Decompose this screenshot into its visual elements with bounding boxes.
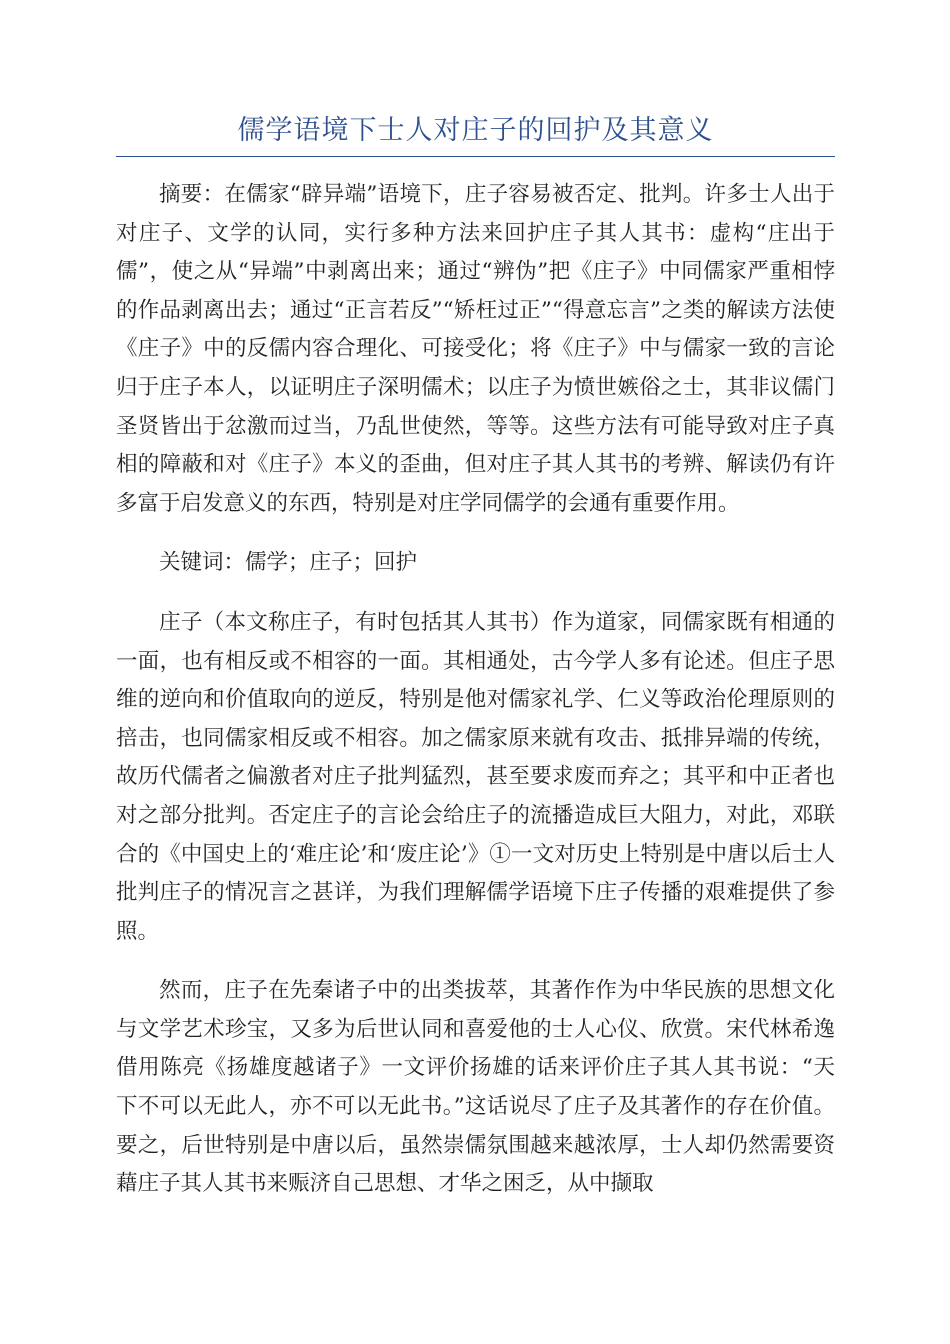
title-block [116,108,835,157]
keywords-paragraph: 关键词：儒学；庄子；回护 [159,550,418,576]
paragraph-gap [116,523,835,544]
paragraph-gap [116,951,835,972]
abstract-paragraph: 摘要：在儒家“辟异端”语境下，庄子容易被否定、批判。许多士人出于对庄子、文学的认同，实行多种方法来回护庄子其人其书：虚构“庄出于儒”，使之从“异端”中剥离出来；通过“辨伪”把《庄子》中同儒家严重相悖的作品剥离出去；通过“正言若反”“矫枉过正”“得意忘言”之类的解读方法使《庄子》中的反儒内容合理化、可接受化；将《庄子》中与儒家一致的言论归于庄子本人，以证明庄子深明儒术；以庄子为愤世嫉俗之士，其非议儒门圣贤皆出于忿激而过当，乃乱世使然，等等。这些方法有可能导致对庄子真相的障蔽和对《庄子》本义的歪曲，但对庄子其人其书的考辨、解读仍有许多富于启发意义的东西，特别是对庄学同儒学的会通有重要作用。 [116,182,835,516]
body-paragraph-2: 然而，庄子在先秦诸子中的出类拔萃，其著作作为中华民族的思想文化与文学艺术珍宝，又多为后世认同和喜爱他的士人心仪、欣赏。宋代林希逸借用陈亮《扬雄度越诸子》一文评价扬雄的话来评价庄子其人其书说：“天下不可以无此人，亦不可以无此书。”这话说尽了庄子及其著作的存在价值。要之，后世特别是中唐以后，虽然崇儒氛围越来越浓厚，士人却仍然需要资藉庄子其人其书来赈济自己思想、才华之困乏，从中撷取 [116,978,835,1197]
document-body [116,176,835,1204]
document-title: 儒学语境下士人对庄子的回护及其意义 [237,115,714,146]
body-paragraph-1: 庄子（本文称庄子，有时包括其人其书）作为道家，同儒家既有相通的一面，也有相反或不相容的一面。其相通处，古今学人多有论述。但庄子思维的逆向和价值取向的逆反，特别是他对儒家礼学、仁义等政治伦理原则的掊击，也同儒家相反或不相容。加之儒家原来就有攻击、抵排异端的传统，故历代儒者之偏激者对庄子批判猛烈，甚至要求废而弃之；其平和中正者也对之部分批判。否定庄子的言论会给庄子的流播造成巨大阻力，对此，邓联合的《中国史上的‘难庄论’和‘废庄论’》①一文对历史上特别是中唐以后士人批判庄子的情况言之甚详，为我们理解儒学语境下庄子传播的艰难提供了参照。 [116,609,835,944]
paragraph-gap [116,583,835,604]
